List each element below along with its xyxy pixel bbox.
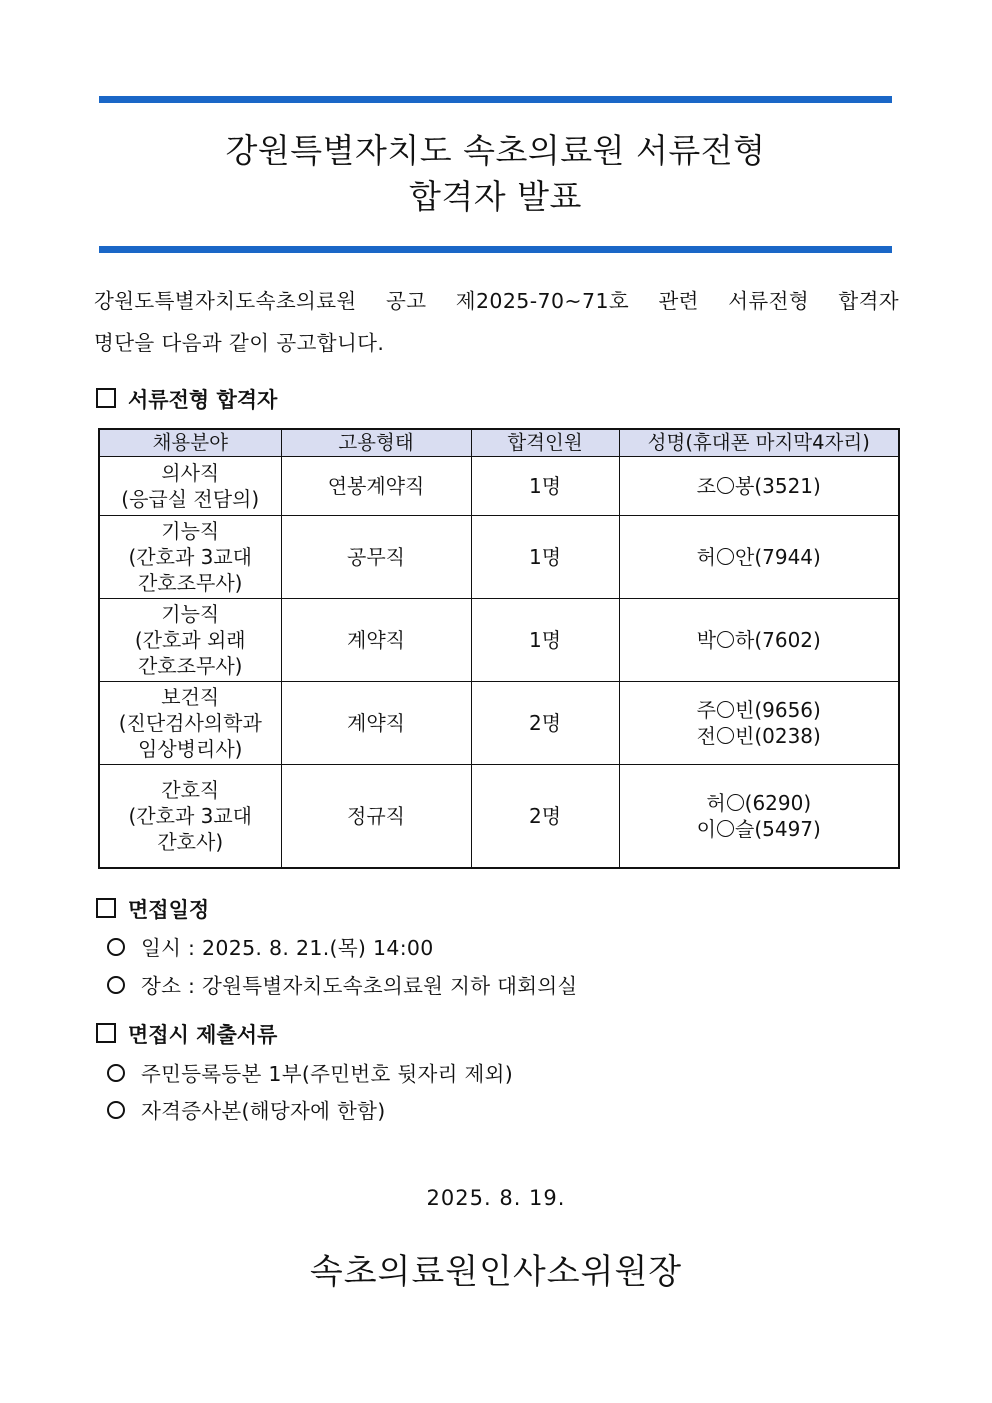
- header-category: 채용분야: [99, 429, 281, 457]
- cell-category: [99, 765, 281, 869]
- cell-names: [619, 765, 899, 869]
- circle-bullet-icon: [107, 976, 125, 994]
- top-rule: [99, 96, 892, 103]
- checkbox-square-icon: [96, 898, 116, 918]
- bottom-rule: [99, 246, 892, 253]
- table-row: [99, 516, 899, 599]
- cell-count: 1명: [471, 457, 619, 516]
- circle-bullet-icon: [107, 938, 125, 956]
- category-line: 의사직: [161, 461, 220, 485]
- header-employment-type: 고용형태: [281, 429, 471, 457]
- signature-title: 속초의료원인사소위원장: [309, 1252, 683, 1292]
- name-post: 봉(3521): [735, 474, 821, 498]
- cell-count: 2명: [471, 765, 619, 869]
- category-line: 기능직: [161, 602, 220, 626]
- cell-category: [99, 516, 281, 599]
- cell-names: [619, 457, 899, 516]
- name-entry: [620, 723, 899, 749]
- name-post: 빈(0238): [735, 724, 821, 748]
- intro-paragraph: [94, 280, 899, 364]
- bullet-text: 주민등록등본 1부(주민번호 뒷자리 제외): [141, 1062, 514, 1086]
- name-pre: 주: [696, 698, 716, 722]
- section-heading-results: [96, 384, 277, 414]
- name-entry: [620, 544, 899, 570]
- document-item: [107, 1094, 386, 1124]
- category-line: (간호과 3교대: [128, 545, 252, 569]
- table-row: [99, 765, 899, 869]
- masked-circle-icon: [717, 548, 734, 565]
- cell-type: 공무직: [281, 516, 471, 599]
- name-pre: 박: [696, 628, 716, 652]
- circle-bullet-icon: [107, 1064, 125, 1082]
- category-line: 간호조무사): [138, 571, 243, 595]
- cell-count: 1명: [471, 516, 619, 599]
- name-pre: 허: [706, 791, 726, 815]
- name-entry: [620, 473, 899, 499]
- cell-names: [619, 682, 899, 765]
- category-line: (간호과 외래: [134, 628, 246, 652]
- cell-type: 정규직: [281, 765, 471, 869]
- results-table: [98, 428, 900, 869]
- name-entry: [620, 627, 899, 653]
- category-line: (진단검사의학과: [118, 711, 262, 735]
- name-pre: 전: [696, 724, 716, 748]
- masked-circle-icon: [717, 631, 734, 648]
- announcement-date: 2025. 8. 19.: [426, 1186, 566, 1210]
- category-line: 간호직: [161, 778, 220, 802]
- category-line: 간호사): [157, 830, 224, 854]
- bullet-text: 일시 : 2025. 8. 21.(목) 14:00: [141, 936, 434, 960]
- cell-type: 계약직: [281, 682, 471, 765]
- table-row: [99, 599, 899, 682]
- section-heading-text: 면접시 제출서류: [128, 1023, 278, 1047]
- cell-category: [99, 599, 281, 682]
- category-line: 기능직: [161, 519, 220, 543]
- table-row: [99, 682, 899, 765]
- category-line: 보건직: [161, 685, 220, 709]
- name-post: 안(7944): [735, 545, 821, 569]
- category-line: (간호과 3교대: [128, 804, 252, 828]
- section-heading-documents: [96, 1019, 277, 1049]
- masked-circle-icon: [717, 701, 734, 718]
- checkbox-square-icon: [96, 1023, 116, 1043]
- header-names: 성명(휴대폰 마지막4자리): [619, 429, 899, 457]
- title-line-1: 강원특별자치도 속초의료원 서류전형: [225, 131, 766, 170]
- name-pre: 허: [696, 545, 716, 569]
- intro-line-1: 강원도특별자치도속초의료원 공고 제2025-70~71호 관련 서류전형 합격자: [94, 289, 899, 313]
- checkbox-square-icon: [96, 388, 116, 408]
- name-entry: [620, 790, 899, 816]
- section-heading-interview: [96, 894, 209, 924]
- interview-datetime: [107, 931, 434, 961]
- intro-line-2: 명단을 다음과 같이 공고합니다.: [94, 331, 385, 355]
- cell-names: [619, 516, 899, 599]
- name-entry: [620, 816, 899, 842]
- title-line-2: 합격자 발표: [409, 177, 582, 216]
- name-entry: [620, 697, 899, 723]
- header-count: 합격인원: [471, 429, 619, 457]
- table-row: [99, 457, 899, 516]
- masked-circle-icon: [717, 820, 734, 837]
- cell-category: [99, 682, 281, 765]
- masked-circle-icon: [727, 794, 744, 811]
- category-line: (응급실 전담의): [121, 487, 260, 511]
- name-pre: 이: [696, 817, 716, 841]
- bullet-text: 장소 : 강원특별자치도속초의료원 지하 대회의실: [141, 974, 578, 998]
- cell-type: 계약직: [281, 599, 471, 682]
- circle-bullet-icon: [107, 1101, 125, 1119]
- cell-count: 2명: [471, 682, 619, 765]
- name-post: 하(7602): [735, 628, 821, 652]
- document-title: [99, 128, 892, 220]
- table-header-row: [99, 429, 899, 457]
- bullet-text: 자격증사본(해당자에 한함): [141, 1099, 386, 1123]
- cell-names: [619, 599, 899, 682]
- name-pre: 조: [696, 474, 716, 498]
- name-post: (6290): [744, 791, 812, 815]
- cell-count: 1명: [471, 599, 619, 682]
- interview-location: [107, 969, 578, 999]
- document-item: [107, 1057, 513, 1087]
- section-heading-text: 면접일정: [128, 898, 210, 922]
- cell-type: 연봉계약직: [281, 457, 471, 516]
- name-post: 슬(5497): [735, 817, 821, 841]
- name-post: 빈(9656): [735, 698, 821, 722]
- masked-circle-icon: [717, 727, 734, 744]
- category-line: 간호조무사): [138, 654, 243, 678]
- masked-circle-icon: [717, 477, 734, 494]
- section-heading-text: 서류전형 합격자: [128, 388, 278, 412]
- cell-category: [99, 457, 281, 516]
- category-line: 임상병리사): [138, 737, 243, 761]
